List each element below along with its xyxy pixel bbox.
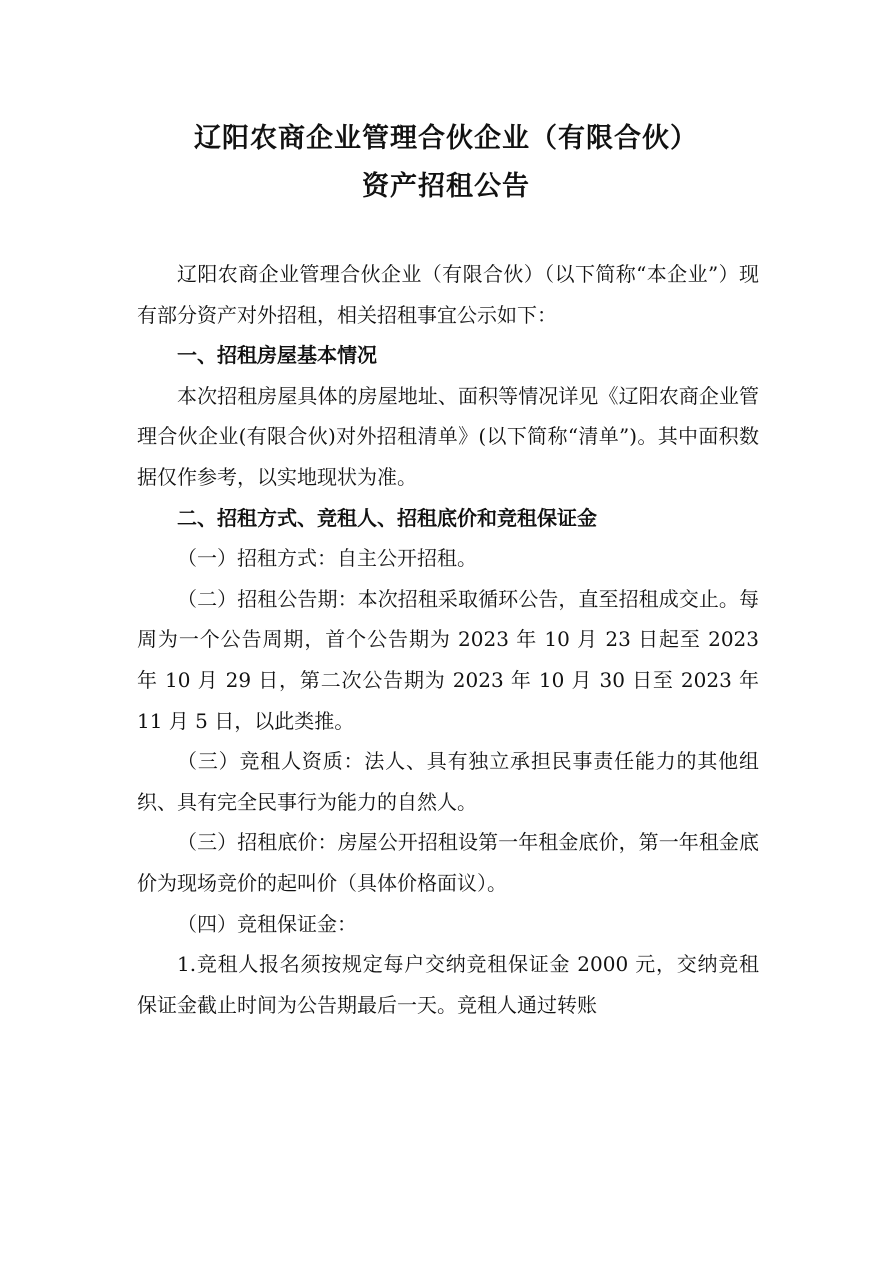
paragraph: （一）招租方式：自主公开招租。 bbox=[177, 546, 477, 571]
paragraph: （二）招租公告期：本次招租采取循环公告，直至招租成交止。每周为一个公告周期，首个公告期为 2023 年 10 月 23 日起至 2023 年 10 月 29 日，第二次公告期为 2023 年 10 月 30 日至 2023 年 11 月 5 日，以此类推。 bbox=[137, 586, 759, 733]
paragraph: 本次招租房屋具体的房屋地址、面积等情况详见《辽阳农商企业管理合伙企业(有限合伙)对外招租清单》(以下简称“清单”)。其中面积数据仅作参考，以实地现状为准。 bbox=[137, 383, 759, 489]
document-body bbox=[137, 254, 759, 1025]
paragraph: （四）竞租保证金： bbox=[177, 911, 357, 936]
section-heading-1: 一、招租房屋基本情况 bbox=[177, 343, 377, 368]
paragraph: （三）竞租人资质：法人、具有独立承担民事责任能力的其他组织、具有完全民事行为能力的自然人。 bbox=[137, 749, 759, 814]
document-title-line2: 资产招租公告 bbox=[362, 171, 530, 202]
paragraph: 1.竞租人报名须按规定每户交纳竞租保证金 2000 元，交纳竞租保证金截止时间为公告期最后一天。竞租人通过转账 bbox=[137, 952, 759, 1017]
intro-paragraph: 辽阳农商企业管理合伙企业（有限合伙）（以下简称“本企业”）现有部分资产对外招租，相关招租事宜公示如下： bbox=[137, 262, 759, 327]
document-title-line1: 辽阳农商企业管理合伙企业（有限合伙） bbox=[194, 123, 698, 154]
paragraph: （三）招租底价：房屋公开招租设第一年租金底价，第一年租金底价为现场竞价的起叫价（具体价格面议）。 bbox=[137, 830, 759, 895]
section-heading-2: 二、招租方式、竞租人、招租底价和竞租保证金 bbox=[177, 505, 597, 530]
